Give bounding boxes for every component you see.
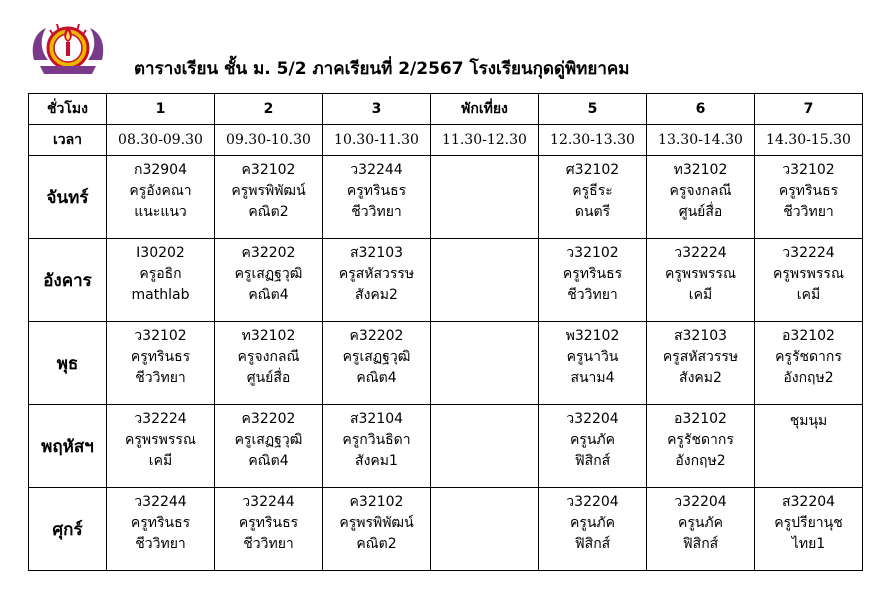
time-slot: 11.30-12.30 [431,125,539,156]
time-label: เวลา [29,125,107,156]
class-cell [215,156,323,239]
time-slot: 09.30-10.30 [215,125,323,156]
class-cell [323,322,431,405]
class-cell [107,322,215,405]
course-code: ค32102 [241,162,296,178]
column-header: 5 [539,94,647,125]
subject-name: สังคม2 [355,287,398,303]
teacher-name: ครูทรินธร [130,515,191,531]
class-cell [647,405,755,488]
course-code: ก32904 [133,162,187,178]
class-cell [755,405,863,488]
lunch-break-cell [431,156,539,239]
class-cell [107,488,215,571]
teacher-name: ครูนภัค [677,515,724,531]
timetable [28,93,863,571]
class-cell [215,405,323,488]
lunch-break-cell [431,488,539,571]
column-header-period: ชั่วโมง [29,94,107,125]
subject-name: อังกฤษ2 [675,453,726,469]
course-code: ค32202 [241,245,296,261]
course-code: ค32102 [349,494,404,510]
day-name: ศุกร์ [29,488,107,571]
teacher-name: ครูอธิก [139,266,182,282]
class-cell [107,405,215,488]
subject-name: อังกฤษ2 [783,370,834,386]
teacher-name: ครูพรพรรณ [125,432,196,448]
course-code: ว32224 [674,245,727,261]
teacher-name: ครูเสฏฐวุฒิ [234,266,303,282]
teacher-name: ครูทรินธร [778,183,839,199]
class-cell [647,239,755,322]
time-slot: 12.30-13.30 [539,125,647,156]
subject-name: แนะแนว [134,204,187,220]
teacher-name: ครูทรินธร [346,183,407,199]
subject-name: สนาม4 [570,370,615,386]
subject-name: สังคม1 [355,453,398,469]
time-slot: 13.30-14.30 [647,125,755,156]
class-cell [107,156,215,239]
lunch-break-cell [431,405,539,488]
course-code: ส32103 [673,328,728,344]
table-row [29,322,863,405]
column-header: 1 [107,94,215,125]
course-code: ว32102 [134,328,187,344]
subject-name: ดนตรี [574,204,611,220]
teacher-name: ครูทรินธร [562,266,623,282]
subject-name: ชีววิทยา [135,370,186,386]
class-cell [215,488,323,571]
day-name: พุธ [29,322,107,405]
table-row [29,488,863,571]
teacher-name: ครูพรพรรณ [665,266,736,282]
course-code: ว32102 [782,162,835,178]
course-code: ศ32102 [565,162,620,178]
teacher-name: ครูกวินธิดา [342,432,411,448]
class-cell [755,488,863,571]
time-slot: 10.30-11.30 [323,125,431,156]
class-cell [323,405,431,488]
course-code: ว32204 [566,411,619,427]
class-cell [647,322,755,405]
subject-name: ฟิสิกส์ [574,453,611,469]
column-header: 2 [215,94,323,125]
teacher-name: ครูปรียานุช [774,515,843,531]
day-name: จันทร์ [29,156,107,239]
teacher-name: ครูทรินธร [130,349,191,365]
subject-name: ศูนย์สื่อ [678,204,723,220]
course-code: I30202 [136,245,185,261]
teacher-name: ครูเสฏฐวุฒิ [234,432,303,448]
class-cell [107,239,215,322]
course-code: พ32102 [565,328,620,344]
lunch-break-cell [431,322,539,405]
time-slot: 08.30-09.30 [107,125,215,156]
class-cell [755,239,863,322]
course-code: ว32204 [566,494,619,510]
course-code: ส32104 [349,411,404,427]
teacher-name: ครูจงกลณี [237,349,300,365]
subject-name: ชีววิทยา [783,204,834,220]
subject-name: คณิต2 [356,536,397,552]
time-slot: 14.30-15.30 [755,125,863,156]
day-name: พฤหัสฯ [29,405,107,488]
subject-name: ชีววิทยา [351,204,402,220]
teacher-name: ครูสหัสวรรษ [662,349,739,365]
course-code: ว32224 [782,245,835,261]
subject-name: ชีววิทยา [243,536,294,552]
subject-name: ชีววิทยา [135,536,186,552]
class-cell [539,156,647,239]
course-code: ชุมนุม [789,413,828,429]
teacher-name: ครูพรพิพัฒน์ [339,515,414,531]
subject-name: คณิต2 [248,204,289,220]
class-cell [539,322,647,405]
course-code: ว32102 [566,245,619,261]
lunch-break-cell [431,239,539,322]
subject-name: คณิต4 [356,370,397,386]
subject-name: คณิต4 [248,453,289,469]
teacher-name: ครูอังคณา [129,183,192,199]
class-cell [647,156,755,239]
course-code: ท32102 [241,328,296,344]
subject-name: mathlab [131,287,190,303]
subject-name: ฟิสิกส์ [574,536,611,552]
course-code: ว32244 [242,494,295,510]
course-code: ค32202 [241,411,296,427]
subject-name: ไทย1 [791,536,826,552]
teacher-name: ครูนาวิน [566,349,619,365]
teacher-name: ครูรัชดากร [775,349,842,365]
class-cell [539,405,647,488]
class-cell [647,488,755,571]
subject-name: ศูนย์สื่อ [246,370,291,386]
teacher-name: ครูพรพิพัฒน์ [231,183,306,199]
class-cell [215,322,323,405]
teacher-name: ครูจงกลณี [669,183,732,199]
teacher-name: ครูนภัค [569,515,616,531]
teacher-name: ครูธีระ [572,183,613,199]
column-header: 3 [323,94,431,125]
subject-name: สังคม2 [679,370,722,386]
time-row [29,125,863,156]
course-code: ค32202 [349,328,404,344]
teacher-name: ครูพรพรรณ [773,266,844,282]
course-code: ว32204 [674,494,727,510]
class-cell [755,322,863,405]
course-code: ว32244 [350,162,403,178]
header-row [29,94,863,125]
teacher-name: ครูรัชดากร [667,432,734,448]
course-code: ท32102 [673,162,728,178]
course-code: ว32224 [134,411,187,427]
table-row [29,156,863,239]
column-header: 6 [647,94,755,125]
subject-name: คณิต4 [248,287,289,303]
class-cell [539,488,647,571]
page-title: ตารางเรียน ชั้น ม. 5/2 ภาคเรียนที่ 2/2567 โรงเรียนกุดดู่พิทยาคม [134,59,630,79]
teacher-name: ครูทรินธร [238,515,299,531]
class-cell [755,156,863,239]
school-emblem-icon [28,14,108,80]
day-name: อังคาร [29,239,107,322]
class-cell [323,488,431,571]
course-code: ส32204 [781,494,836,510]
class-cell [539,239,647,322]
subject-name: ชีววิทยา [567,287,618,303]
subject-name: ฟิสิกส์ [682,536,719,552]
teacher-name: ครูสหัสวรรษ [338,266,415,282]
class-cell [323,239,431,322]
course-code: ส32103 [349,245,404,261]
column-header: พักเที่ยง [431,94,539,125]
subject-name: เคมี [688,287,713,303]
course-code: อ32102 [782,328,835,344]
teacher-name: ครูเสฏฐวุฒิ [342,349,411,365]
class-cell [215,239,323,322]
subject-name: เคมี [148,453,173,469]
column-header: 7 [755,94,863,125]
teacher-name: ครูนภัค [569,432,616,448]
course-code: อ32102 [674,411,727,427]
table-row [29,405,863,488]
course-code: ว32244 [134,494,187,510]
subject-name: เคมี [796,287,821,303]
table-row [29,239,863,322]
class-cell [323,156,431,239]
